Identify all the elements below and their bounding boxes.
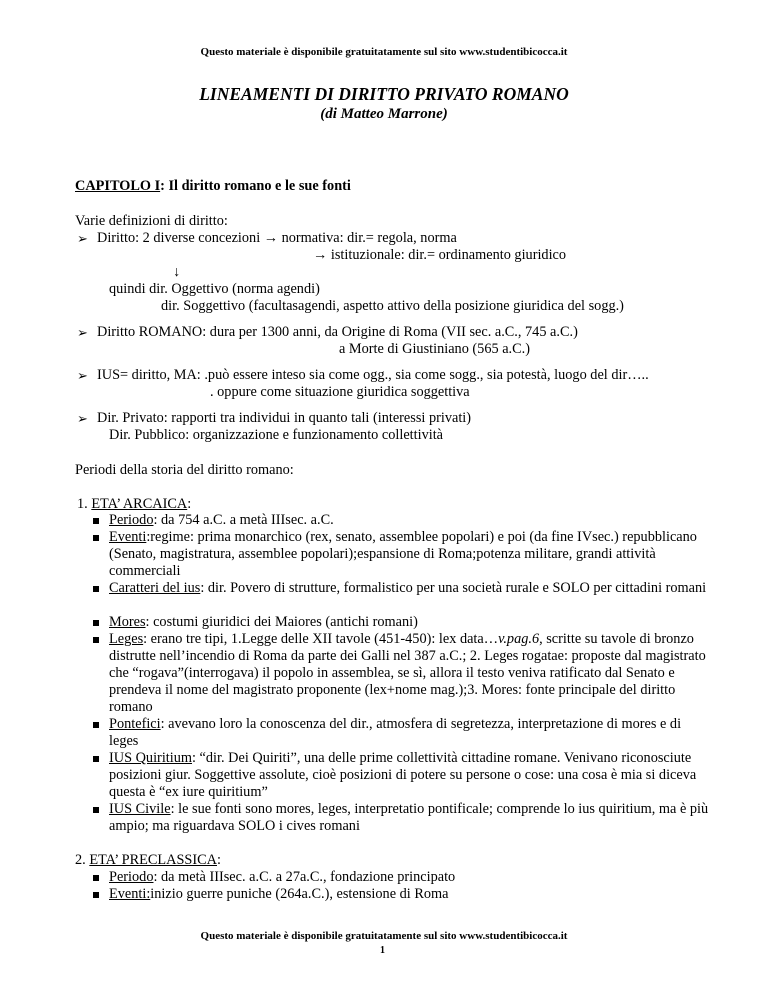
bullet-square-icon	[93, 535, 99, 541]
bullet-square-icon	[93, 807, 99, 813]
definition-line-1: ➢ Diritto: 2 diverse concezioni → normativa: dir.= regola, norma	[97, 230, 457, 247]
item-text: : le sue fonti sono mores, leges, interpretatio pontificale; comprende lo ius quiritium, ma è più ampio; ma riguardava SOLO i cives romani	[109, 801, 709, 834]
item-text-cont: , scritte su tavole di bronzo distrutte nell’incendio di Roma da parte dei Galli nel 387 a.C.; 2. Leges rogatae: proposte dal magistrato che “rogava”(interrogava) il popolo in assemblea, se sì, allora il testo veniva ratificato dal Senato e prendeva il nome del magistrato proponente (lex+nome mag.);3. Mores: fonte principale del diritto romano	[109, 631, 706, 715]
item-label: Pontefici	[109, 716, 161, 732]
chapter-title: : Il diritto romano e le sue fonti	[160, 178, 351, 194]
list-item	[109, 716, 689, 750]
definition-line-4: dir. Soggettivo (facultasagendi, aspetto attivo della posizione giuridica del sogg.)	[161, 298, 624, 314]
page-footer: Questo materiale è disponibile gratuitatamente sul sito www.studentibicocca.it	[200, 930, 568, 942]
private-law-line: ➢ Dir. Privato: rapporti tra individui in quanto tali (interessi privati)	[97, 410, 471, 427]
list-item	[109, 869, 729, 886]
item-text: : “dir. Dei Quiriti”, una delle prime collettività cittadine romane. Venivano riconosciute posizioni giur. Soggettive assolute, cioè posizioni di potere su persone o cose: una cosa è mia si diceva questa è “ex iure quiritium”	[109, 750, 697, 800]
item-text: : dir. Povero di strutture, formalistico per una società rurale e SOLO per cittadini romani	[200, 580, 707, 596]
bullet-square-icon	[93, 620, 99, 626]
item-label: Periodo	[109, 512, 154, 528]
section-1-heading	[77, 496, 191, 513]
bullet-square-icon	[93, 586, 99, 592]
item-label: Eventi:	[109, 886, 151, 902]
section-2-title: ETA’ PRECLASSICA	[89, 852, 217, 868]
list-item	[109, 631, 709, 716]
roman-law-line-1: ➢ Diritto ROMANO: dura per 1300 anni, da Origine di Roma (VII sec. a.C., 745 a.C.)	[97, 324, 578, 341]
public-law-line: Dir. Pubblico: organizzazione e funzionamento collettività	[109, 427, 444, 443]
bullet-square-icon	[93, 756, 99, 762]
chapter-label: CAPITOLO I	[75, 178, 161, 194]
item-label: IUS Civile	[109, 801, 171, 817]
definitions-intro: Varie definizioni di diritto:	[75, 213, 228, 229]
item-label: Leges	[109, 631, 144, 647]
section-2-heading	[75, 852, 221, 869]
item-label: IUS Quiritium	[109, 750, 193, 766]
list-item	[109, 614, 729, 631]
item-label: Eventi	[109, 529, 147, 545]
item-text: : avevano loro la conoscenza del dir., atmosfera di segretezza, interpretazione di mores e di leges	[109, 716, 682, 749]
section-1-number: 1.	[77, 496, 88, 512]
ius-line-1: ➢ IUS= diritto, MA: .può essere inteso sia come ogg., sia come sogg., sia potestà, luogo del dir…..	[97, 367, 649, 384]
bullet-square-icon	[93, 875, 99, 881]
ius-line-2: . oppure come situazione giuridica soggettiva	[210, 384, 470, 400]
item-text: inizio guerre puniche (264a.C.), estensione di Roma	[150, 886, 449, 902]
page-number: 1	[380, 945, 385, 956]
item-text: : da metà IIIsec. a.C. a 27a.C., fondazione principato	[153, 869, 456, 885]
item-text: :regime: prima monarchico (rex, senato, assemblee popolari) e poi (da fine IVsec.) repubblicano (Senato, magistratura, assemblee popolari);espansione di Roma;potenza militare, grandi attività commerciali	[109, 529, 697, 579]
document-subtitle: (di Matteo Marrone)	[320, 106, 448, 122]
list-item	[109, 529, 714, 580]
definition-line-2: → istituzionale: dir.= ordinamento giuridico	[313, 247, 567, 263]
item-label: Mores	[109, 614, 146, 630]
list-item	[109, 801, 719, 835]
section-1-title: ETA’ ARCAICA	[91, 496, 188, 512]
section-2-number: 2.	[75, 852, 86, 868]
item-label: Periodo	[109, 869, 154, 885]
item-page-ref: v.pag.6	[498, 631, 540, 647]
roman-law-line-2: a Morte di Giustiniano (565 a.C.)	[339, 341, 530, 357]
page-header: Questo materiale è disponibile gratuitatamente sul sito www.studentibicocca.it	[200, 46, 568, 58]
chapter-heading	[75, 178, 351, 195]
list-item	[109, 886, 729, 903]
down-arrow-icon: ↓	[173, 264, 181, 280]
bullet-square-icon	[93, 518, 99, 524]
list-item	[109, 512, 729, 529]
list-item	[109, 750, 709, 801]
definition-line-3: quindi dir. Oggettivo (norma agendi)	[109, 281, 320, 297]
document-title: LINEAMENTI DI DIRITTO PRIVATO ROMANO	[199, 84, 569, 104]
bullet-square-icon	[93, 892, 99, 898]
item-text: : erano tre tipi, 1.Legge delle XII tavole (451-450): lex data…	[143, 631, 499, 647]
section-1-colon: :	[187, 496, 192, 512]
bullet-square-icon	[93, 637, 99, 643]
item-text: : da 754 a.C. a metà IIIsec. a.C.	[153, 512, 334, 528]
list-item	[109, 580, 714, 597]
section-2-colon: :	[217, 852, 221, 868]
bullet-square-icon	[93, 722, 99, 728]
item-text: : costumi giuridici dei Maiores (antichi romani)	[145, 614, 418, 630]
periods-intro: Periodi della storia del diritto romano:	[75, 462, 294, 478]
item-label: Caratteri del ius	[109, 580, 201, 596]
